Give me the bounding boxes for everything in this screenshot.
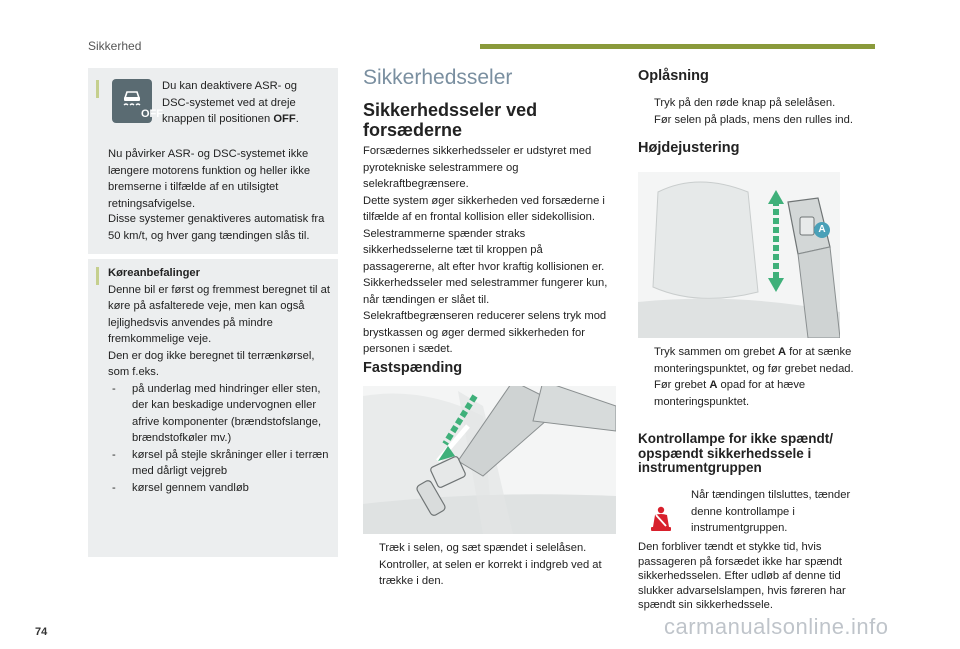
callout-a-badge bbox=[814, 222, 830, 238]
fasten-list bbox=[363, 540, 616, 590]
height-adjust-illustration bbox=[638, 172, 840, 338]
seatbelt-intro bbox=[363, 143, 615, 358]
section-header: Sikkerhed bbox=[88, 39, 142, 53]
section-title: Sikkerhedsseler bbox=[363, 66, 513, 89]
asr-intro-text bbox=[162, 78, 327, 128]
list-item bbox=[638, 377, 878, 410]
asr-paragraph-2: Disse systemer genaktiveres automatisk fra 50 km/t, og hver gang tændingen slås til. bbox=[108, 213, 325, 242]
subtitle-front-seats: Sikkerhedsseler ved forsæderne bbox=[363, 100, 538, 140]
list-item bbox=[108, 480, 334, 497]
list-item bbox=[108, 381, 334, 447]
dash-marker: - bbox=[112, 481, 116, 494]
seatbelt-p1: Forsædernes sikkerhedsseler er udstyret med pyrotekniske selestrammere og selekraftbegrænsere. bbox=[363, 145, 592, 190]
unlock-list bbox=[638, 95, 878, 128]
list-item-text: Før grebet bbox=[654, 379, 710, 391]
dash-marker: - bbox=[112, 382, 116, 395]
info-marker-icon bbox=[96, 267, 99, 285]
fasten-illustration bbox=[363, 386, 616, 534]
list-item bbox=[638, 112, 878, 129]
seatbelt-warning-icon bbox=[647, 505, 675, 533]
seatbelt-p3: Selekraftbegrænseren reducerer selens tryk mod brystkassen og øger dermed sikkerheden for personen i sædet. bbox=[363, 310, 607, 355]
list-item bbox=[108, 447, 334, 480]
warning-lamp-title: Kontrollampe for ikke spændt/ opspændt sikkerhedssele i instrumentgruppen bbox=[638, 431, 834, 475]
driving-advice-p2: Den er dog ikke beregnet til terrænkørsel, som f.eks. bbox=[108, 349, 315, 378]
list-item bbox=[363, 557, 616, 590]
callout-a-label: A bbox=[818, 224, 826, 235]
list-item-text: Kontroller, at selen er korrekt i indgreb ved at trække i den. bbox=[379, 558, 602, 587]
list-item-bold: A bbox=[777, 346, 787, 358]
dash-marker: - bbox=[112, 448, 116, 461]
asr-intro-pre: Du kan deaktivere ASR- og DSC-systemet ved at dreje knappen til positionen bbox=[162, 80, 297, 125]
list-item-text: Tryk sammen om grebet bbox=[654, 346, 778, 358]
list-item bbox=[638, 344, 878, 377]
asr-intro-post: . bbox=[295, 113, 299, 125]
header-accent-bar bbox=[480, 44, 875, 49]
driving-advice-p1: Denne bil er først og fremmest beregnet til at køre på asfalterede veje, men kan også lejlighedsvis anvendes på mindre fremkommelige veje. bbox=[108, 283, 330, 345]
list-item-bold: A bbox=[709, 379, 718, 391]
fasten-title: Fastspænding bbox=[363, 360, 463, 376]
warning-intro: Når tændingen tilsluttes, tænder denne kontrollampe i instrumentgruppen. bbox=[691, 489, 851, 534]
list-item bbox=[363, 540, 616, 557]
traction-off-icon bbox=[112, 79, 163, 123]
list-item-text: for at sænke monteringspunktet, og før grebet nedad. bbox=[654, 346, 854, 375]
unlock-title: Oplåsning bbox=[638, 68, 709, 84]
driving-advice-title: Køreanbefalinger bbox=[108, 267, 201, 279]
seatbelt-p2: Dette system øger sikkerheden ved forsæderne i tilfælde af en frontal kollision eller sidekollision. Selestrammerne spænder straks sikkerhedsselerne tæt til kroppen på passagererne, alt efter hvor kraftig kollisionen er. Sikkerhedsseler med selestrammer fungerer kun, når tændingen er slået til. bbox=[363, 194, 608, 306]
asr-paragraph-1: Nu påvirker ASR- og DSC-systemet ikke længere motorens funktion og heller ikke bremserne i tilfælde af en utilsigtet retningsafvigelse. bbox=[108, 148, 311, 210]
list-item-text: opad for at hæve monteringspunktet. bbox=[654, 379, 806, 408]
driving-advice-block bbox=[108, 265, 334, 496]
watermark: carmanualsonline.info bbox=[664, 614, 889, 639]
list-item-text: Tryk på den røde knap på selelåsen. bbox=[654, 97, 836, 109]
list-item-text: kørsel gennem vandløb bbox=[132, 481, 249, 494]
list-item-text: på underlag med hindringer eller sten, der kan beskadige undervognen eller afrive komponenter (brændstofslange, brændstofkøler mv.) bbox=[132, 382, 322, 444]
list-item-text: Træk i selen, og sæt spændet i selelåsen. bbox=[379, 542, 587, 554]
list-item bbox=[638, 95, 878, 112]
page-number: 74 bbox=[35, 626, 48, 638]
asr-intro-bold: OFF bbox=[273, 113, 296, 125]
height-adjust-list bbox=[638, 344, 878, 410]
warning-body: Den forbliver tændt et stykke tid, hvis passageren på forsædet ikke har spændt sikkerhedsselen. Efter udløb af denne tid slukker advarselslampen, hvis føreren har spændt sin sikkerhedssele. bbox=[638, 541, 846, 611]
list-item-text: Før selen på plads, mens den rulles ind. bbox=[654, 113, 853, 126]
info-marker-icon bbox=[96, 80, 99, 98]
off-icon-label: OFF bbox=[141, 108, 163, 120]
list-item-text: kørsel på stejle skråninger eller i terræn med dårligt vejgreb bbox=[132, 448, 329, 477]
height-adjust-title: Højdejustering bbox=[638, 140, 740, 156]
